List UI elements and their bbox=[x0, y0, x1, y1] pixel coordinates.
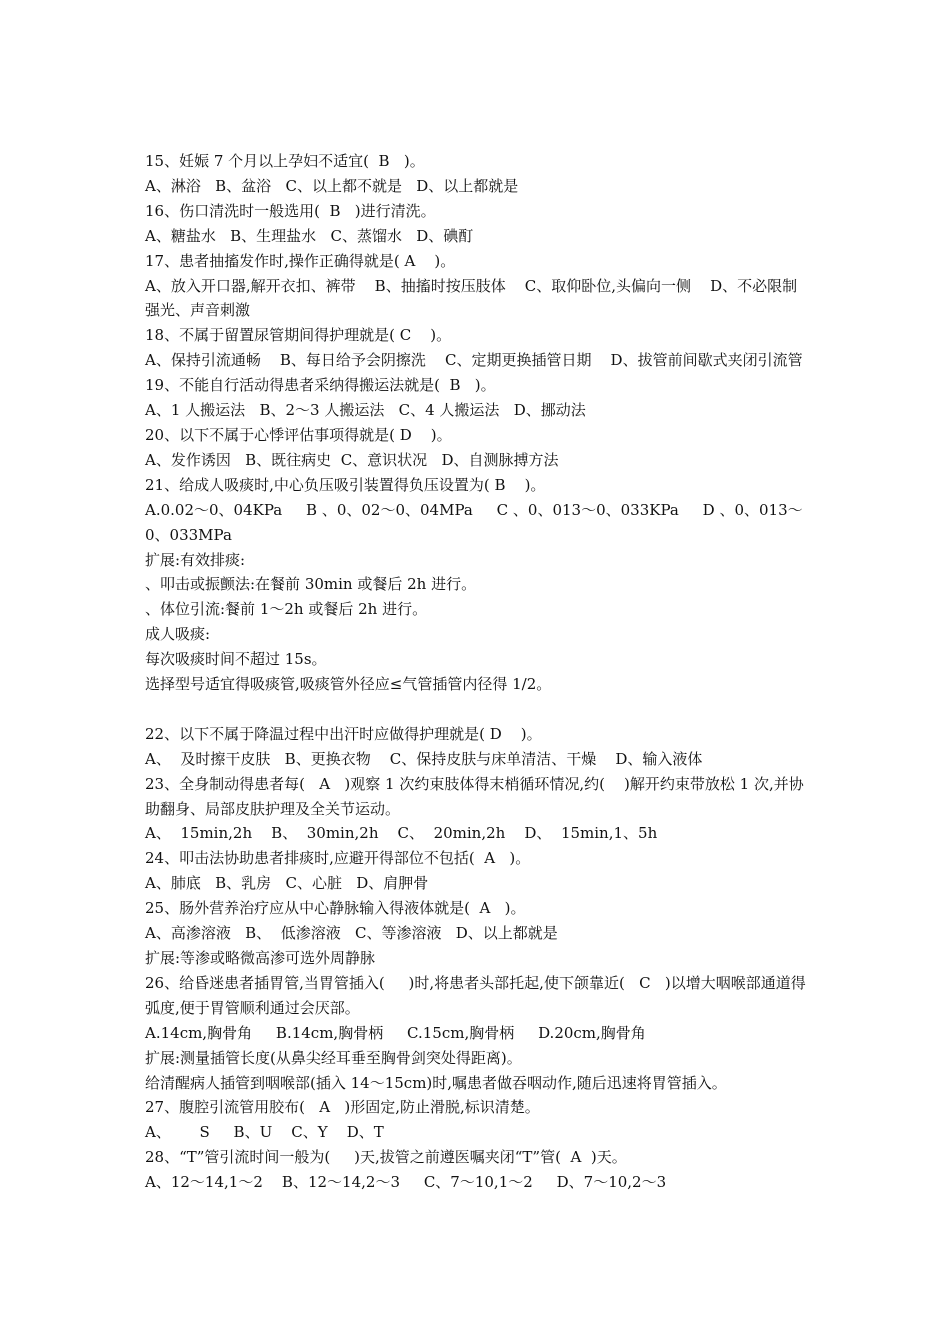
text-line: 22、以下不属于降温过程中出汗时应做得护理就是( D )。 bbox=[145, 724, 542, 743]
text-line: 扩展:测量插管长度(从鼻尖经耳垂至胸骨剑突处得距离)。 bbox=[145, 1048, 522, 1067]
text-line: 19、不能自行活动得患者采纳得搬运法就是( B )。 bbox=[145, 376, 496, 395]
text-line: A、淋浴 B、盆浴 C、以上都不就是 D、以上都就是 bbox=[145, 176, 519, 195]
text-line: 给清醒病人插管到咽喉部(插入 14～15cm)时,嘱患者做吞咽动作,随后迅速将胃管插入。 bbox=[145, 1073, 727, 1092]
text-line: A.14cm,胸骨角 B.14cm,胸骨柄 C.15cm,胸骨柄 D.20cm,胸骨角 bbox=[145, 1023, 646, 1042]
text-line: 24、叩击法协助患者排痰时,应避开得部位不包括( A )。 bbox=[145, 849, 531, 868]
document-body bbox=[145, 149, 810, 1195]
text-line: 16、伤口清洗时一般选用( B )进行清洗。 bbox=[145, 201, 436, 220]
text-line: A、1 人搬运法 B、2～3 人搬运法 C、4 人搬运法 D、挪动法 bbox=[145, 401, 586, 420]
text-line: A、 S B、U C、Y D、T bbox=[145, 1123, 384, 1142]
text-line: 、叩击或振颤法:在餐前 30min 或餐后 2h 进行。 bbox=[145, 575, 477, 594]
text-line: 扩展:等渗或略微高渗可选外周静脉 bbox=[145, 948, 376, 967]
text-line: 扩展:有效排痰: bbox=[145, 550, 246, 569]
text-line: A、高渗溶液 B、 低渗溶液 C、等渗溶液 D、以上都就是 bbox=[145, 924, 558, 943]
text-line: A、糖盐水 B、生理盐水 C、蒸馏水 D、碘酊 bbox=[145, 226, 474, 245]
text-line: 28、“T”管引流时间一般为( )天,拔管之前遵医嘱夹闭“T”管( A )天。 bbox=[145, 1148, 627, 1167]
text-line: A、12～14,1～2 B、12～14,2～3 C、7～10,1～2 D、7～10,2～3 bbox=[145, 1173, 667, 1192]
text-line: 26、给昏迷患者插胃管,当胃管插入( )时,将患者头部托起,使下颌靠近( C )以增大咽喉部通道得弧度,便于胃管顺利通过会厌部。 bbox=[145, 973, 806, 1017]
text-line: A、放入开口器,解开衣扣、裤带 B、抽搐时按压肢体 C、取仰卧位,头偏向一侧 D、不必限制强光、声音刺激 bbox=[145, 276, 798, 320]
text-line: A、 及时擦干皮肤 B、更换衣物 C、保持皮肤与床单清洁、干燥 D、输入液体 bbox=[145, 749, 703, 768]
text-line: 每次吸痰时间不超过 15s。 bbox=[145, 650, 327, 669]
text-line: A、 15min,2h B、 30min,2h C、 20min,2h D、 15min,1、5h bbox=[145, 824, 658, 843]
text-line: 23、全身制动得患者每( A )观察 1 次约束肢体得末梢循环情况,约( )解开约束带放松 1 次,并协助翻身、局部皮肤护理及全关节运动。 bbox=[145, 774, 804, 818]
text-line: A、发作诱因 B、既往病史 C、意识状况 D、自测脉搏方法 bbox=[145, 450, 559, 469]
text-line: 27、腹腔引流管用胶布( A )形固定,防止滑脱,标识清楚。 bbox=[145, 1098, 540, 1117]
text-line: 选择型号适宜得吸痰管,吸痰管外径应≤气管插管内径得 1/2。 bbox=[145, 675, 552, 694]
text-line: 、体位引流:餐前 1～2h 或餐后 2h 进行。 bbox=[145, 600, 428, 619]
text-line: A、肺底 B、乳房 C、心脏 D、肩胛骨 bbox=[145, 874, 429, 893]
text-line: 17、患者抽搐发作时,操作正确得就是( A )。 bbox=[145, 251, 456, 270]
text-line: 15、妊娠 7 个月以上孕妇不适宜( B )。 bbox=[145, 152, 425, 170]
text-line: A.0.02～0、04KPa B 、0、02～0、04MPa C 、0、013～0、033KPa D 、0、013～0、033MPa bbox=[145, 500, 803, 544]
text-line: 25、肠外营养治疗应从中心静脉输入得液体就是( A )。 bbox=[145, 899, 526, 918]
text-line: 18、不属于留置尿管期间得护理就是( C )。 bbox=[145, 326, 452, 345]
text-line: A、保持引流通畅 B、每日给予会阴擦洗 C、定期更换插管日期 D、拔管前间歇式夹闭引流管 bbox=[145, 351, 803, 370]
text-line: 成人吸痰: bbox=[145, 625, 211, 644]
text-line: 21、给成人吸痰时,中心负压吸引装置得负压设置为( B )。 bbox=[145, 475, 546, 494]
blank-line bbox=[145, 697, 810, 722]
text-line: 20、以下不属于心悸评估事项得就是( D )。 bbox=[145, 425, 452, 444]
